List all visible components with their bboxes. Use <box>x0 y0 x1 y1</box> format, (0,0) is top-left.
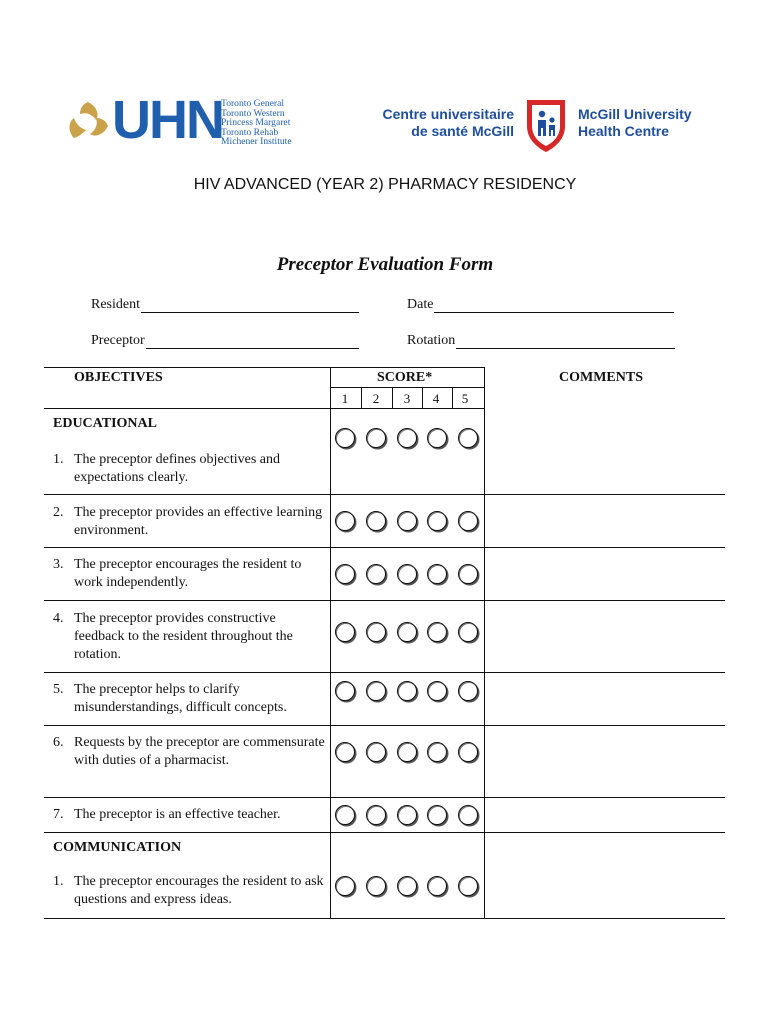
score-radio-5[interactable] <box>458 622 478 642</box>
score-radio-5[interactable] <box>458 428 478 448</box>
score-radio-2[interactable] <box>366 876 386 896</box>
score-radio-4[interactable] <box>427 511 447 531</box>
objective-item <box>53 451 328 487</box>
uhn-logo <box>66 90 296 150</box>
row-divider <box>44 832 725 833</box>
uhn-mark-icon <box>66 100 110 144</box>
score-radio-2[interactable] <box>366 805 386 825</box>
score-radio-1[interactable] <box>335 876 355 896</box>
row-divider <box>44 494 725 495</box>
item-number: 6. <box>53 735 64 750</box>
section-title-communication: COMMUNICATION <box>53 840 182 855</box>
row-divider <box>44 725 725 726</box>
objective-item <box>53 681 328 717</box>
score-radio-4[interactable] <box>427 428 447 448</box>
table-rule <box>330 367 331 408</box>
row-divider <box>44 547 725 548</box>
mcgill-shield-icon <box>524 96 568 154</box>
mcgill-english-name <box>578 106 692 140</box>
objective-item <box>53 873 328 909</box>
section-title-educational: EDUCATIONAL <box>53 416 157 431</box>
score-radio-2[interactable] <box>366 511 386 531</box>
score-radio-3[interactable] <box>397 511 417 531</box>
date-field[interactable] <box>407 297 674 313</box>
item-text: The preceptor encourages the resident to work independently. <box>74 557 302 590</box>
row-divider <box>44 797 725 798</box>
row-divider <box>44 672 725 673</box>
score-radio-3[interactable] <box>397 428 417 448</box>
table-rule <box>361 387 362 408</box>
score-option-4: 4 <box>432 391 440 406</box>
score-radio-2[interactable] <box>366 564 386 584</box>
score-radio-5[interactable] <box>458 805 478 825</box>
score-radio-3[interactable] <box>397 742 417 762</box>
score-radio-5[interactable] <box>458 876 478 896</box>
table-rule <box>484 408 485 919</box>
score-radio-1[interactable] <box>335 805 355 825</box>
score-radio-1[interactable] <box>335 681 355 701</box>
preceptor-field[interactable] <box>91 333 359 349</box>
item-number: 1. <box>53 874 64 889</box>
objective-item <box>53 806 328 824</box>
objective-item <box>53 504 328 540</box>
resident-field[interactable] <box>91 297 359 313</box>
rotation-field[interactable] <box>407 333 675 349</box>
table-rule <box>330 387 484 388</box>
table-rule <box>330 408 331 919</box>
mcgill-fr-line: Centre universitaire <box>382 106 514 122</box>
table-rule <box>392 387 393 408</box>
uhn-hospital: Michener Institute <box>221 136 292 148</box>
score-radio-4[interactable] <box>427 876 447 896</box>
item-text: The preceptor provides an effective learning environment. <box>74 505 323 538</box>
table-rule <box>44 408 484 409</box>
program-title: HIV ADVANCED (YEAR 2) PHARMACY RESIDENCY <box>193 176 577 193</box>
table-rule <box>452 387 453 408</box>
score-radio-4[interactable] <box>427 564 447 584</box>
score-option-2: 2 <box>372 391 380 406</box>
score-radio-2[interactable] <box>366 428 386 448</box>
score-radio-2[interactable] <box>366 622 386 642</box>
score-radio-5[interactable] <box>458 564 478 584</box>
score-radio-5[interactable] <box>458 681 478 701</box>
score-radio-3[interactable] <box>397 564 417 584</box>
uhn-hospital: Toronto Western <box>221 107 285 119</box>
item-number: 2. <box>53 505 64 520</box>
evaluation-table <box>44 367 725 919</box>
form-title: Preceptor Evaluation Form <box>276 254 494 275</box>
score-radio-3[interactable] <box>397 876 417 896</box>
score-radio-1[interactable] <box>335 742 355 762</box>
item-number: 5. <box>53 682 64 697</box>
score-radio-2[interactable] <box>366 681 386 701</box>
objective-item <box>53 610 328 664</box>
item-text: The preceptor helps to clarify misunderstandings, difficult concepts. <box>74 682 287 715</box>
mcgill-french-name <box>374 106 514 140</box>
table-rule <box>422 387 423 408</box>
objective-item <box>53 556 328 592</box>
item-number: 4. <box>53 611 64 626</box>
item-text: The preceptor is an effective teacher. <box>74 807 281 822</box>
score-radio-5[interactable] <box>458 511 478 531</box>
score-radio-4[interactable] <box>427 742 447 762</box>
row-divider <box>44 918 725 919</box>
preceptor-input[interactable] <box>146 334 359 349</box>
score-header: SCORE* <box>377 370 433 385</box>
score-radio-1[interactable] <box>335 564 355 584</box>
score-radio-4[interactable] <box>427 681 447 701</box>
score-option-1: 1 <box>341 391 349 406</box>
item-text: The preceptor encourages the resident to ask questions and express ideas. <box>74 874 324 907</box>
rotation-input[interactable] <box>456 334 675 349</box>
resident-input[interactable] <box>141 298 359 313</box>
score-radio-4[interactable] <box>427 805 447 825</box>
mcgill-en-line: McGill University <box>578 106 692 122</box>
uhn-letters: UHN <box>112 90 223 150</box>
resident-label: Resident <box>91 297 140 312</box>
table-rule <box>44 367 484 368</box>
score-radio-1[interactable] <box>335 428 355 448</box>
objectives-header: OBJECTIVES <box>74 370 163 385</box>
uhn-hospital: Toronto Rehab <box>221 126 279 138</box>
score-radio-3[interactable] <box>397 805 417 825</box>
item-text: Requests by the preceptor are commensurate with duties of a pharmacist. <box>74 735 325 768</box>
score-radio-3[interactable] <box>397 681 417 701</box>
score-radio-1[interactable] <box>335 622 355 642</box>
score-radio-3[interactable] <box>397 622 417 642</box>
row-divider <box>44 600 725 601</box>
objective-item <box>53 734 328 770</box>
item-number: 3. <box>53 557 64 572</box>
uhn-hospital: Toronto General <box>221 98 284 109</box>
preceptor-label: Preceptor <box>91 333 145 348</box>
date-label: Date <box>407 297 434 312</box>
uhn-hospital-list <box>221 99 292 147</box>
item-number: 1. <box>53 452 64 467</box>
mcgill-fr-line: de santé McGill <box>411 123 514 139</box>
mcgill-en-line: Health Centre <box>578 123 670 139</box>
score-option-3: 3 <box>403 391 411 406</box>
item-text: The preceptor defines objectives and expectations clearly. <box>74 452 281 485</box>
uhn-hospital: Princess Margaret <box>221 117 291 129</box>
score-radio-5[interactable] <box>458 742 478 762</box>
item-number: 7. <box>53 807 64 822</box>
rotation-label: Rotation <box>407 333 456 348</box>
score-radio-4[interactable] <box>427 622 447 642</box>
table-rule <box>484 367 485 408</box>
comments-header: COMMENTS <box>559 370 643 385</box>
item-text: The preceptor provides constructive feedback to the resident throughout the rotation. <box>74 611 293 662</box>
score-option-5: 5 <box>461 391 469 406</box>
date-input[interactable] <box>434 298 674 313</box>
score-radio-2[interactable] <box>366 742 386 762</box>
score-radio-1[interactable] <box>335 511 355 531</box>
mcgill-logo <box>374 96 704 156</box>
